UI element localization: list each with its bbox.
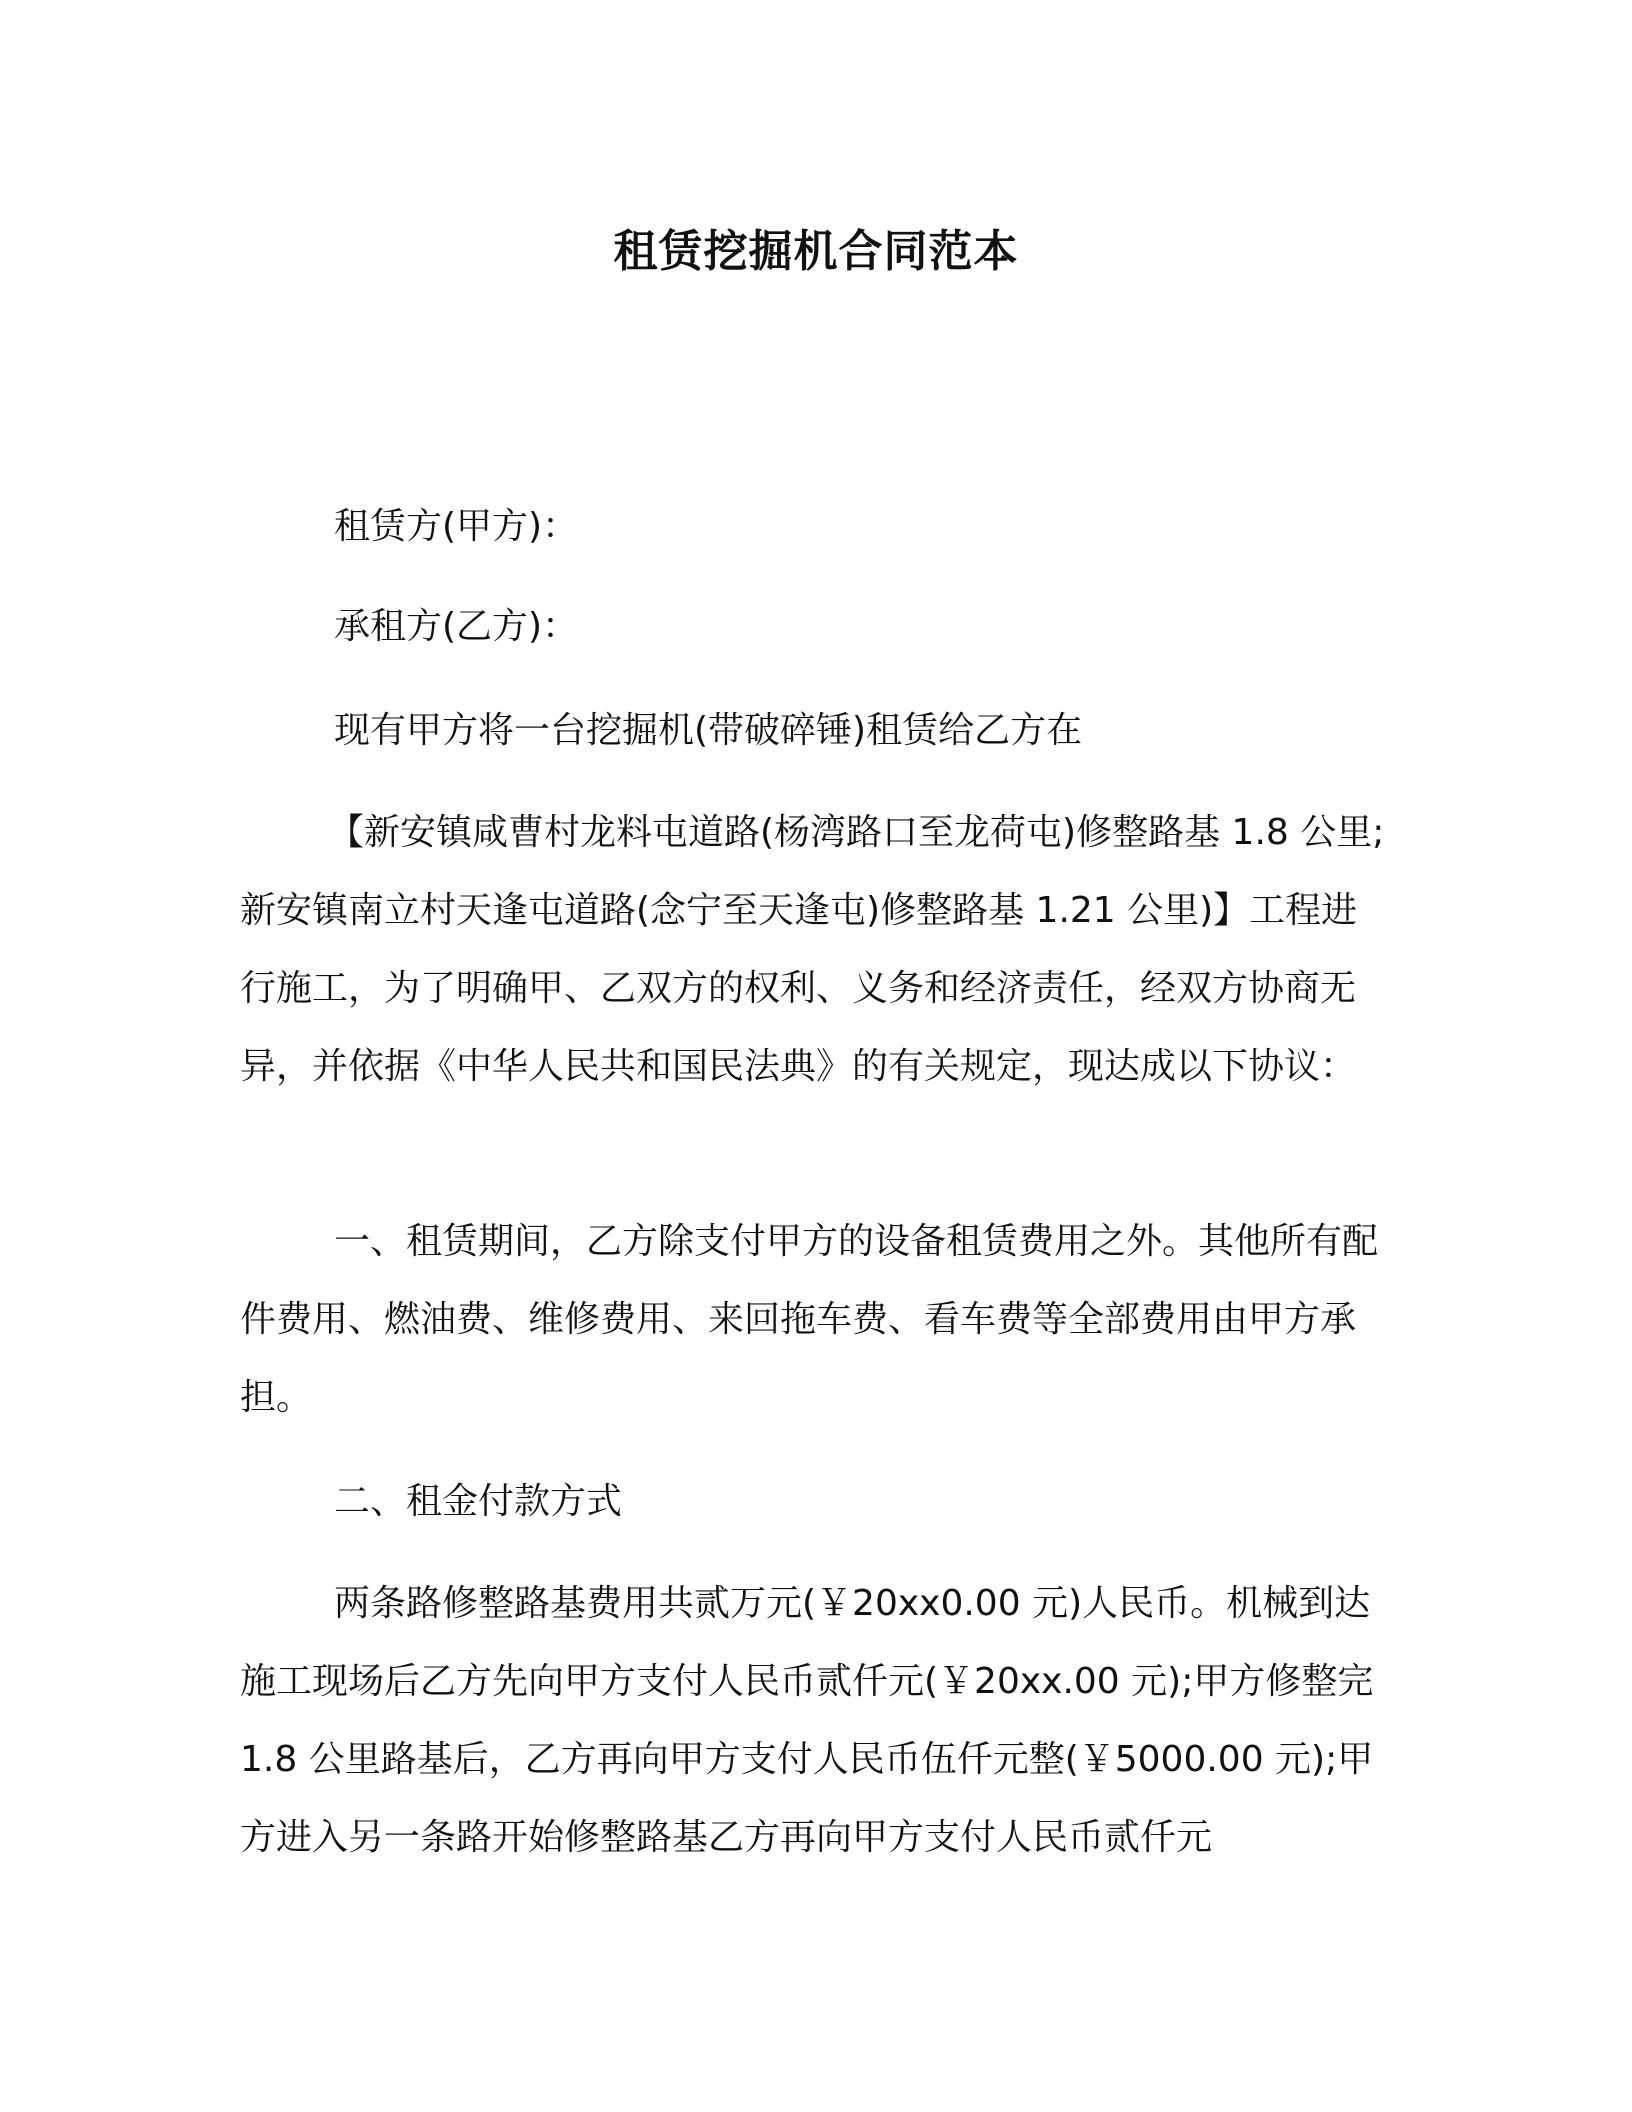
- page-title: 租赁挖掘机合同范本: [613, 226, 1019, 277]
- clause-2-paragraph: 两条路修整路基费用共贰万元(￥20xx0.00 元)人民币。机械到达施工现场后乙方先向甲方支付人民币贰仟元(￥20xx.00 元);甲方修整完 1.8 公里路基后，乙方再向甲方支付人民币伍仟元整(￥5000.00 元);甲方进入另一条路开始修整路基乙方再向甲方支付人民币贰仟元: [240, 1583, 1374, 1858]
- clause-2-heading: 二、租金付款方式: [334, 1481, 623, 1522]
- party-b-line: 承租方(乙方)：: [334, 606, 579, 647]
- intro-paragraph: 【新安镇咸曹村龙料屯道路(杨湾路口至龙荷屯)修整路基 1.8 公里;新安镇南立村天逢屯道路(念宁至天逢屯)修整路基 1.21 公里)】工程进行施工，为了明确甲、乙双方的权利、义务和经济责任，经双方协商无异，并依据《中华人民共和国民法典》的有关规定，现达成以下协议：: [240, 812, 1385, 1087]
- intro-line: 现有甲方将一台挖掘机(带破碎锤)租赁给乙方在: [334, 710, 1083, 751]
- clause-1-paragraph: 一、租赁期间，乙方除支付甲方的设备租赁费用之外。其他所有配件费用、燃油费、维修费用、来回拖车费、看车费等全部费用由甲方承担。: [240, 1221, 1379, 1418]
- party-a-line: 租赁方(甲方)：: [334, 506, 579, 547]
